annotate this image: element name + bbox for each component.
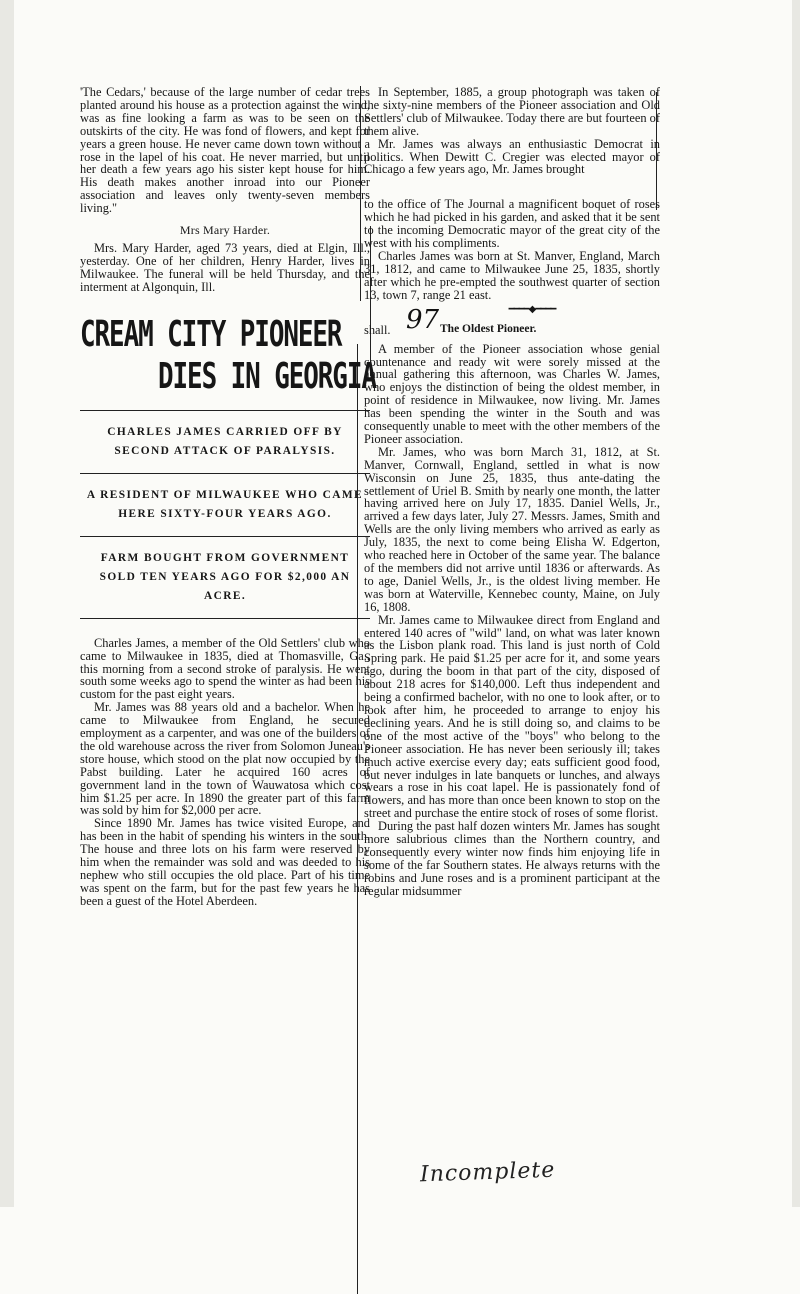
- shall-text: shall.: [364, 322, 391, 337]
- story-paragraph: Since 1890 Mr. James has twice visited Europe, and has been in the habit of spending his winters in the south. The house and three lots on his farm were reserved by him when the remainder was sold and was deeded to his nephew who still occupies the old place. Part of his time was spent on the farm, but for the past few years he has been a guest of the Hotel Aberdeen.: [80, 816, 370, 908]
- deck-1: CHARLES JAMES CARRIED OFF BY SECOND ATTACK OF PARALYSIS.: [107, 425, 343, 457]
- born-paragraph: Charles James was born at St. Manver, England, March 31, 1812, and came to Milwaukee June 25, 1835, shortly after which he pre-empted the southwest quarter of section 13, town 7, range 21 east.: [364, 248, 660, 302]
- deck-3: FARM BOUGHT FROM GOVERNMENT SOLD TEN YEARS AGO FOR $2,000 AN ACRE.: [99, 551, 351, 602]
- story-paragraph: Charles James, a member of the Old Settlers' club who came to Milwaukee in 1835, died at Thomasville, Ga., this morning from a second stroke of paralysis. He went south some weeks ago to spend the winter as had been his custom for the past eight years.: [80, 635, 370, 702]
- scan-left-margin: [0, 0, 14, 1207]
- column-right: [364, 86, 660, 898]
- harder-paragraph: Mrs. Mary Harder, aged 73 years, died at Elgin, Ill., yesterday. One of her children, Henry Harder, lives in Milwaukee. The funeral will be held Thursday, and the interment at Algonquin, Ill.: [80, 241, 370, 294]
- oldest-paragraph: Mr. James, who was born March 31, 1812, at St. Manver, Cornwall, England, settled in what is now Wisconsin on June 25, 1835, thus ante-dating the settlement of Uriel B. Smith by nearly one month, the latter having arrived here on July 17, 1835. Daniel Wells, Jr., arrived a few days later, July 27. Messrs. James, Smith and Wells are the only living members who arrived as early as July, 1835, the next to come being Elisha W. Edgerton, who reached here in October of the same year. The balance of the members did not arrive until 1836 or afterwards. As to age, Daniel Wells, Jr., is the oldest living member. He was born at Waterville, Kennebec county, Maine, on July 16, 1808.: [364, 444, 660, 614]
- roses-paragraph: to the office of The Journal a magnificent boquet of roses which he had picked in his garden, and asked that it be sent to the incoming Democratic mayor of the great city of the west with his compliments.: [364, 197, 660, 251]
- photo-paragraph: In September, 1885, a group photograph was taken of the sixty-nine members of the Pioneer association and Old Settlers' club of Milwaukee. Today there are but fourteen of them alive.: [364, 85, 660, 138]
- oldest-paragraph: During the past half dozen winters Mr. James has sought more salubrious climes than the Northern country, and consequently every winter now finds him enjoying life in some of the far Southern states. He always returns with the robins and June roses and is a prominent participant at the regular midsummer: [364, 819, 660, 898]
- harder-heading: Mrs Mary Harder.: [179, 223, 271, 238]
- deck-rule: [80, 473, 370, 474]
- oldest-paragraph: Mr. James came to Milwaukee direct from England and entered 140 acres of "wild" land, on what was later known as the Lisbon plank road. This land is just north of Cold Spring park. He paid $1.25 per acre for it, and some years ago, during the boom in that part of the city, disposed of about 218 acres for $140,000. Left thus independent and being a confirmed bachelor, with no one to look after, or to look after him, he proceeded to arrange to enjoy his declining years. And he is still doing so, and claims to be one of the most active of the "boys" who belong to the Pioneer association. He has never been seriously ill; takes much active exercise every day; eats sufficient good food, but never indulges in late banquets or lunches, and always wears a rose in his coat lapel. He is passionately fond of flowers, and has more than once been known to stop on the street and purchase the entire stock of roses of some florist.: [364, 612, 660, 821]
- cedars-paragraph: 'The Cedars,' because of the large number of cedar trees planted around his house as a protection against the wind, was as fine looking a farm as was to be seen on the outskirts of the city. He was fond of flowers, and kept for years a green house. He never came down town without a rose in the lapel of his coat. He never married, but until her death a few years ago his sister kept house for him. His death makes another inroad into our Pioneer association and leaves only twenty-seven members living.": [80, 85, 370, 216]
- deck-rule: [80, 410, 370, 411]
- handwritten-incomplete-note: Incomplete: [419, 1157, 556, 1188]
- oldest-pioneer-heading: The Oldest Pioneer.: [440, 322, 537, 335]
- dash-ornament: ━━━━◆━━━━: [508, 303, 556, 315]
- headline-line-1: CREAM CITY PIONEER: [80, 313, 342, 355]
- newspaper-clipping: [52, 86, 672, 1166]
- deck-rule: [80, 618, 370, 619]
- column-left: [80, 85, 376, 908]
- democrat-paragraph: Mr. James was always an enthusiastic Democrat in politics. When Dewitt C. Cregier was elected mayor of Chicago a few years ago, Mr. James brought: [364, 136, 660, 177]
- scan-right-margin: [792, 0, 800, 1207]
- deck-rule: [80, 536, 370, 537]
- oldest-paragraph: A member of the Pioneer association whose genial countenance and ready wit were sorely missed at the annual gathering this afternoon, was Charles W. James, who enjoys the distinction of being the oldest member, in point of residence in Milwaukee, now living. Mr. James has been spending the winter in the South and was consequently unable to meet with the other members of the Pioneer association.: [364, 341, 660, 446]
- handwritten-page-number: 97: [406, 304, 440, 335]
- story-paragraph: Mr. James was 88 years old and a bachelor. When he came to Milwaukee from England, he secured employment as a carpenter, and was one of the builders of the old warehouse across the river from Solomon Juneau's store house, which stood on the plat now occupied by the Pabst building. Later he acquired 160 acres of government land in the town of Wauwatosa which cost him $1.25 per acre. In 1890 the greater part of this farm was sold by him for $2,000 per acre.: [80, 700, 370, 818]
- headline-line-2: DIES IN GEORGIA: [158, 355, 376, 397]
- deck-2: A RESIDENT OF MILWAUKEE WHO CAME HERE SIXTY-FOUR YEARS AGO.: [86, 488, 364, 520]
